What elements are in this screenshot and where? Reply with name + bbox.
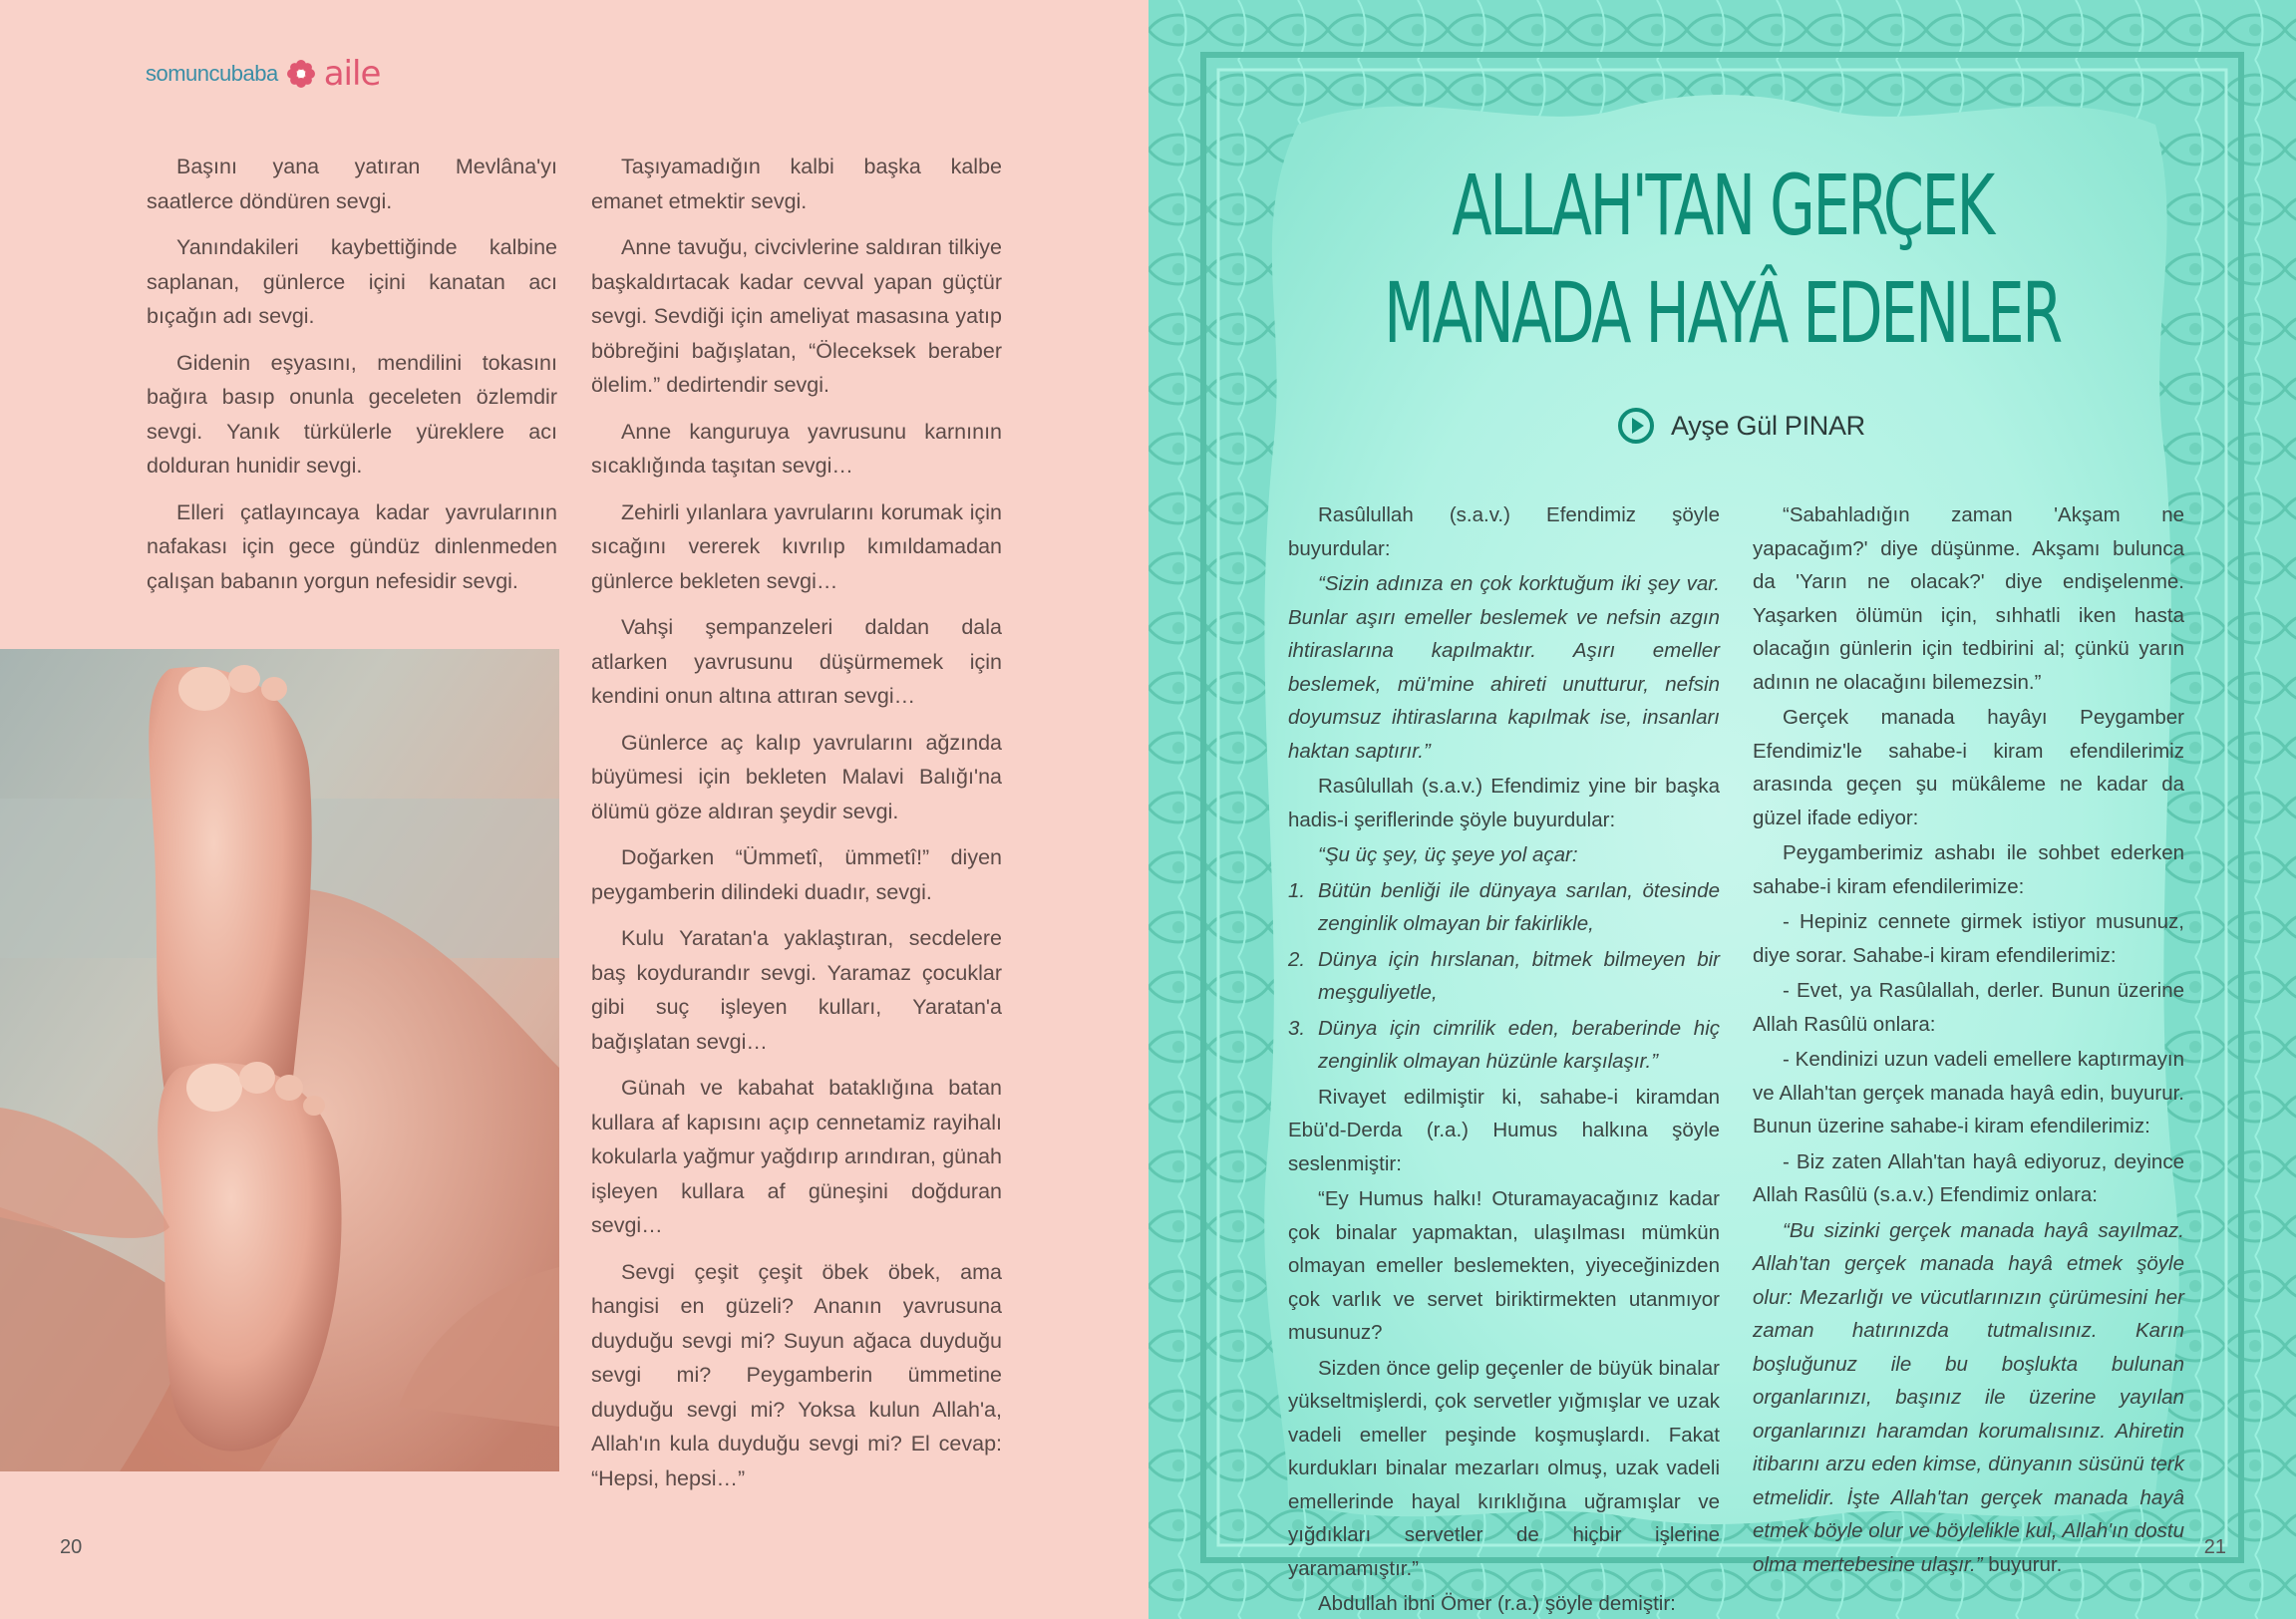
logo-text-aile: aile (323, 54, 381, 94)
paragraph: Yanındakileri kaybettiğinde kalbine saplanan, günlerce içini kanatan acı bıçağın adı sevgi. (147, 235, 557, 328)
magazine-logo (146, 54, 380, 94)
paragraph: Zehirli yılanlara yavrularını korumak için sıcağını vererek kıvrılıp kımıldamadan günlerce bekleten sevgi… (591, 499, 1002, 593)
paragraph: Rivayet edilmiştir ki, sahabe-i kiramdan Ebü'd-Derda (r.a.) Humus halkına şöyle seslenmiştir: (1288, 1085, 1720, 1175)
article-title-line-1: ALLAH'TAN GERÇEK (1452, 157, 1993, 254)
list-item (1288, 874, 1720, 941)
flower-logo-icon (286, 59, 316, 89)
author-name: Ayşe Gül PINAR (1671, 410, 1865, 441)
paragraph: Sizden önce gelip geçenler de büyük binalar yükseltmişlerdi, çok servetler yığmışlar ve uzak vadeli emeller peşinde koşmuşlardı. Fakat kurdukları binalar mezarları olmuş, uzak vadeli emellerinde hayal kırıklığına uğramışlar ve yığdıkları servetler de hiçbir işlerine yaramamıştır.” (1288, 1356, 1720, 1580)
logo-text-somuncubaba: somuncubaba (146, 61, 278, 86)
paragraph: “Ey Humus halkı! Oturamayacağınız kadar çok binalar yapmaktan, ulaşılması mümkün olmayan emeller beslemekten, yiyeceğinizden çok varlık ve servet biriktirmekten utanmıyor musunuz? (1288, 1187, 1720, 1344)
paragraph: Gidenin eşyasını, mendilini tokasını bağıra basıp onunla geceleten özlemdir sevgi. Yanık türkülerle yüreklere acı dolduran hunidir sevgi. (147, 350, 557, 478)
list-item (1288, 1012, 1720, 1079)
paragraph: - Biz zaten Allah'tan hayâ ediyoruz, deyince Allah Rasûlü (s.a.v.) Efendimiz onlara: (1753, 1149, 2184, 1206)
paragraph: - Kendinizi uzun vadeli emellere kaptırmayın ve Allah'tan gerçek manada hayâ edin, buyurur. Bunun üzerine sahabe-i kiram efendilerimiz: (1753, 1048, 2184, 1137)
paragraph: Kulu Yaratan'a yaklaştıran, secdelere baş koydurandır sevgi. Yaramaz çocuklar gibi suç işleyen kulları, Yaratan'a bağışlatan sevgi… (591, 926, 1002, 1054)
hadith-quote: “Sizin adınıza en çok korktuğum iki şey var. Bunlar aşırı emeller beslemek ve nefsin azgın ihtiraslarına kapılmaktır. Aşırı emeller beslemek, mü'mine ahireti unutturur, nefsin doyumsuz ihtiraslarına kapılmak ise, insanları haktan saptırır.” (1288, 572, 1720, 763)
paragraph: Abdullah ibni Ömer (r.a.) şöyle demiştir: (1318, 1592, 1676, 1615)
quote-tail: buyurur. (1982, 1552, 2063, 1576)
hadith-quote: “Şu üç şey, üç şeye yol açar: (1318, 843, 1578, 866)
paragraph: Gerçek manada hayâyı Peygamber Efendimiz'le sahabe-i kiram efendilerimiz arasında geçen şu mükâleme ne kadar da güzel ifade ediyor: (1753, 706, 2184, 829)
paragraph: - Evet, ya Rasûlallah, derler. Bunun üzerine Allah Rasûlü onlara: (1753, 979, 2184, 1036)
author-byline (1617, 407, 1865, 445)
paragraph: Başını yana yatıran Mevlâna'yı saatlerce döndüren sevgi. (147, 155, 557, 213)
page-number-right: 21 (2203, 1536, 2226, 1558)
page-number-left: 20 (60, 1536, 83, 1558)
paragraph: Anne tavuğu, civcivlerine saldıran tilkiye başkaldırtacak kadar cevval yapan güçtür sevgi. Sevdiği için ameliyat masasına yatıp böbreğini bağışlatan, “Öleceksek beraber ölelim.” dedirtendir sevgi. (591, 235, 1002, 397)
list-item (1288, 943, 1720, 1010)
right-column-2 (1753, 498, 2184, 1583)
paragraph: Elleri çatlayıncaya kadar yavrularının nafakası için gece gündüz dinlenmeden çalışan babanın yorgun nefesidir sevgi. (147, 499, 557, 593)
paragraph: Sevgi çeşit çeşit öbek öbek, ama hangisi en güzeli? Ananın yavrusuna duyduğu sevgi mi? Suyun ağaca duyduğu sevgi mi? Peygamberin ümmetine duyduğu sevgi mi? Yoksa kulun Allah'a, Allah'ın kula duyduğu sevgi mi? El cevap: “Hepsi, hepsi…” (591, 1259, 1002, 1490)
right-column-1 (1288, 498, 1720, 1619)
paragraph: Rasûlullah (s.a.v.) Efendimiz yine bir başka hadis-i şeriflerinde şöyle buyurdular: (1288, 775, 1720, 831)
paragraph: Taşıyamadığın kalbi başka kalbe emanet etmektir sevgi. (591, 155, 1002, 213)
list-text: Bütün benliği ile dünyaya sarılan, ötesinde zenginlik olmayan bir fakirlikle, (1318, 878, 1720, 935)
article-title-line-2: MANADA HAYÂ EDENLER (1384, 264, 2061, 362)
paragraph: “Sabahladığın zaman 'Akşam ne yapacağım?' diye düşünme. Akşamı bulunca da 'Yarın ne olacak?' diye endişelenme. Yaşarken ölümün için, sıhhatli iken hasta olacağın günlerin için tedbirini al; çünkü yarın adının ne olacağını bilemezsin.” (1753, 503, 2184, 694)
list-text: Dünya için hırslanan, bitmek bilmeyen bir meşguliyetle, (1318, 947, 1720, 1004)
paragraph: Vahşi şempanzeleri daldan dala atlarken yavrusunu düşürmemek için kendini onun altına attıran sevgi… (591, 615, 1002, 708)
paragraph: Günlerce aç kalıp yavrularını ağzında büyümesi için bekleten Malavi Balığı'na ölümü göze aldıran şeydir sevgi. (591, 730, 1002, 823)
paragraph: Rasûlullah (s.a.v.) Efendimiz şöyle buyurdular: (1288, 503, 1720, 560)
paragraph: Günah ve kabahat bataklığına batan kullara af kapısını açıp cennetamiz rayihalı kokularla yağmur yağdırıp arındıran, günah işleyen kullara af güneşini doğduran sevgi… (591, 1076, 1002, 1237)
paragraph: Doğarken “Ümmetî, ümmetî!” diyen peygamberin dilindeki duadır, sevgi. (591, 845, 1002, 904)
hadith-quote: “Bu sizinki gerçek manada hayâ sayılmaz. Allah'tan gerçek manada hayâ etmek şöyle olur: Mezarlığı ve vücutlarınızın çürümesini her zaman hatırınızda tutmalısınız. Karın boşluğunuz ile bu boşlukta bulunan organlarınızı, başınız ile üzerine yayılan organlarınızı haramdan korumalısınız. Ahiretin itibarını arzu eden kimse, dünyanın süsünü terk etmelidir. İşte Allah'tan gerçek manada hayâ etmek böyle olur ve böylelikle kul, Allah'ın dostu olma mertebesine ulaşır.” (1753, 1218, 2184, 1576)
paragraph: Peygamberimiz ashabı ile sohbet ederken sahabe-i kiram efendilerimize: (1753, 841, 2184, 898)
hadith-paragraph (1753, 1214, 2184, 1582)
list-number: 2. (1288, 947, 1306, 971)
paragraph: Anne kanguruya yavrusunu karnının sıcaklığında taşıtan sevgi… (591, 419, 1002, 478)
list-text: Dünya için cimrilik eden, beraberinde hiç zenginlik olmayan hüzünle karşılaşır.” (1318, 1016, 1720, 1073)
list-number: 3. (1288, 1016, 1306, 1040)
play-circle-icon (1617, 407, 1655, 445)
baby-feet-photo (0, 649, 559, 1471)
right-page (1148, 0, 2296, 1619)
list-number: 1. (1288, 878, 1306, 902)
left-column-1 (147, 150, 557, 610)
paragraph: - Hepiniz cennete girmek istiyor musunuz, diye sorar. Sahabe-i kiram efendilerimiz: (1753, 910, 2184, 967)
left-column-2 (591, 150, 1002, 1507)
